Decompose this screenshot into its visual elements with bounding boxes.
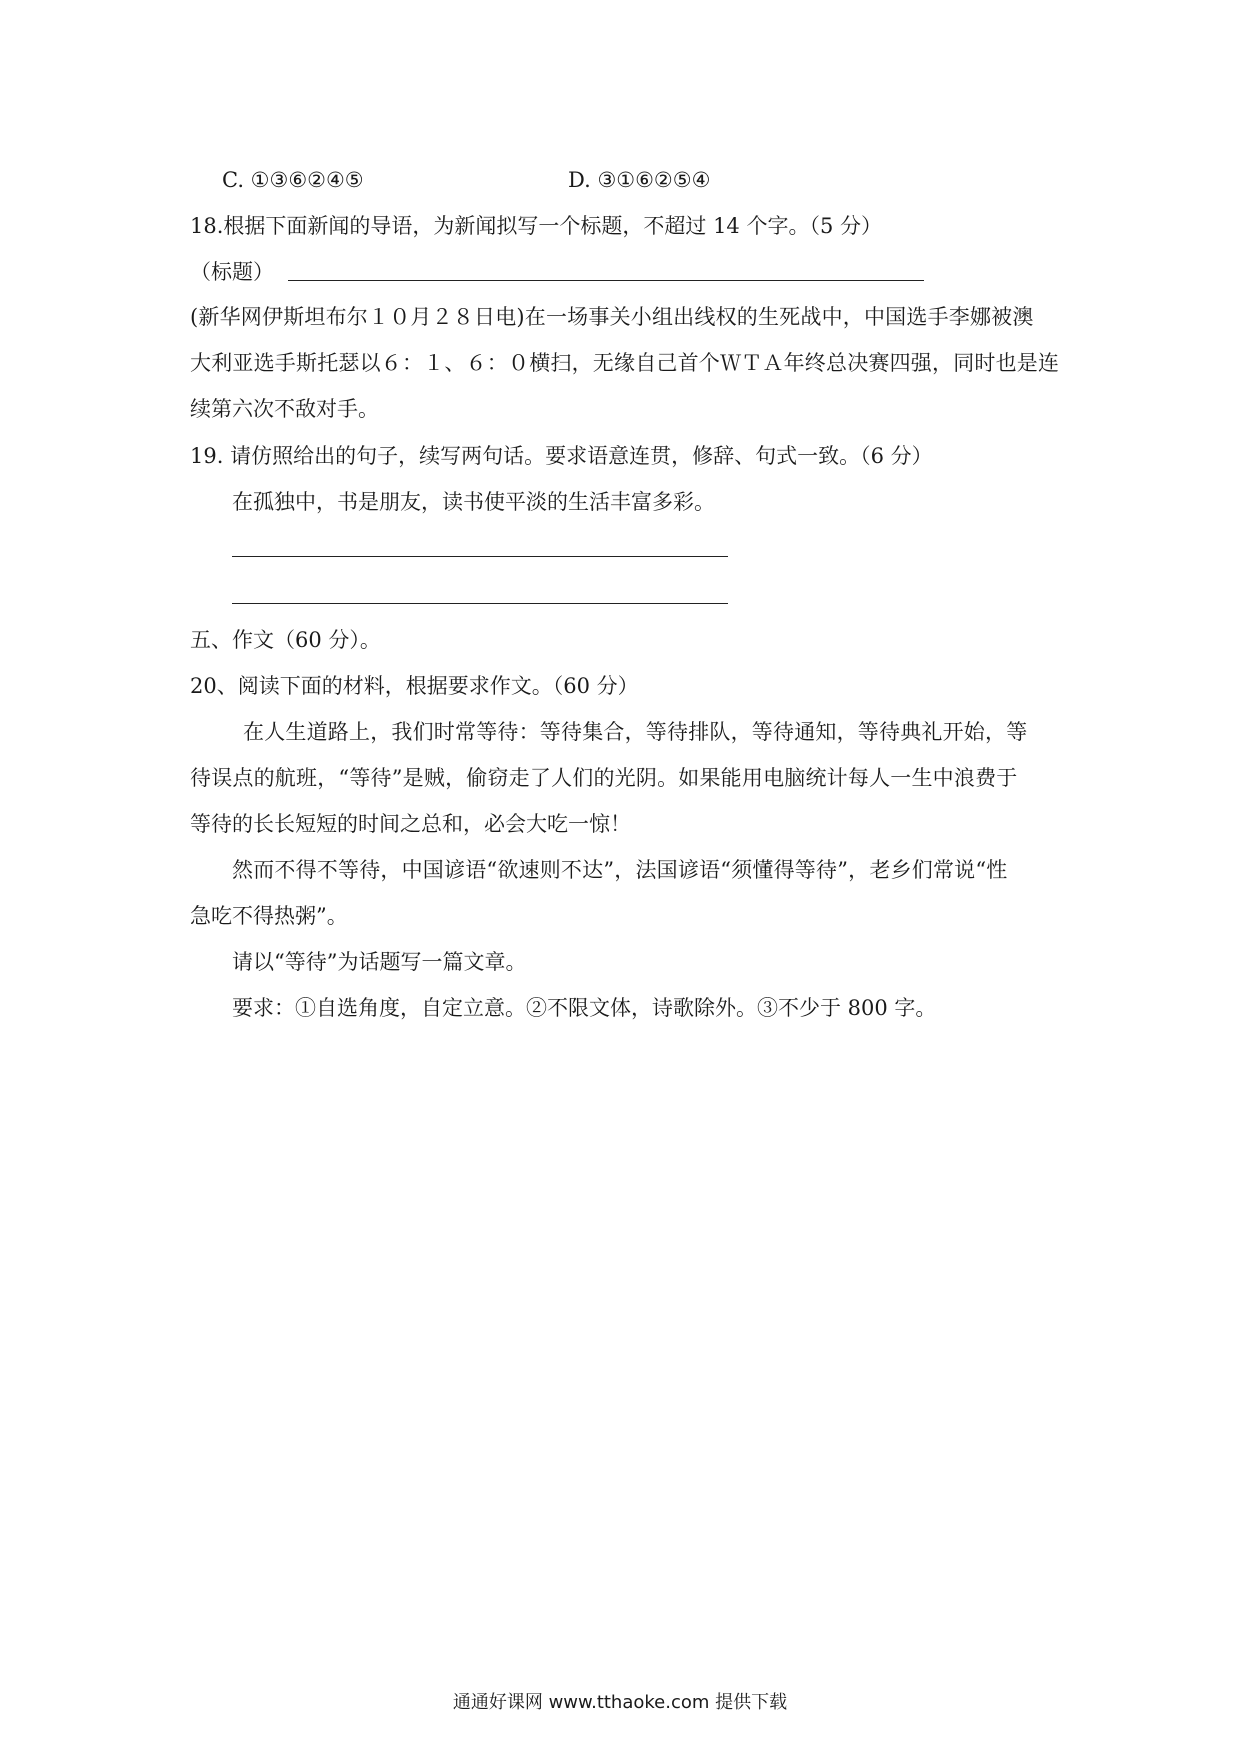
news-line-1: (新华网伊斯坦布尔１０月２８日电)在一场事关小组出线权的生死战中，中国选手李娜被澳 [190,305,1034,329]
material-para1-line2: 待误点的航班，“等待”是贼，偷窃走了人们的光阴。如果能用电脑统计每人一生中浪费于 [190,766,1018,790]
section-5-heading: 五、作文（60 分）。 [190,628,381,652]
question-20-prompt: 20、阅读下面的材料，根据要求作文。（60 分） [190,674,639,698]
answer-line-1[interactable] [232,556,728,557]
question-19-prompt: 19. 请仿照给出的句子，续写两句话。要求语意连贯，修辞、句式一致。（6 分） [190,444,933,468]
option-c: C. ①③⑥②④⑤ [222,168,364,192]
essay-requirements: 要求：①自选角度，自定立意。②不限文体，诗歌除外。③不少于 800 字。 [232,996,937,1020]
page-footer: 通通好课网 www.tthaoke.com 提供下载 [452,1692,788,1713]
material-para2-line2: 急吃不得热粥”。 [190,904,348,928]
material-para2-line1: 然而不得不等待，中国谚语“欲速则不达”，法国谚语“须懂得等待”，老乡们常说“性 [232,858,1008,882]
essay-topic: 请以“等待”为话题写一篇文章。 [232,950,527,974]
option-d: D. ③①⑥②⑤④ [568,168,711,192]
material-para1-line3: 等待的长长短短的时间之总和，必会大吃一惊！ [190,812,631,836]
title-label: （标题） [190,260,274,284]
material-para1-line1: 在人生道路上，我们时常等待：等待集合，等待排队，等待通知，等待典礼开始，等 [243,720,1028,744]
question-18-prompt: 18.根据下面新闻的导语，为新闻拟写一个标题，不超过 14 个字。（5 分） [190,214,883,238]
title-answer-line[interactable] [288,280,924,281]
question-19-example: 在孤独中，书是朋友，读书使平淡的生活丰富多彩。 [232,490,715,514]
news-line-2: 大利亚选手斯托瑟以６：１、６：０横扫，无缘自己首个ＷＴＡ年终总决赛四强，同时也是连 [190,351,1060,375]
answer-line-2[interactable] [232,603,728,604]
news-line-3: 续第六次不敌对手。 [190,397,379,421]
